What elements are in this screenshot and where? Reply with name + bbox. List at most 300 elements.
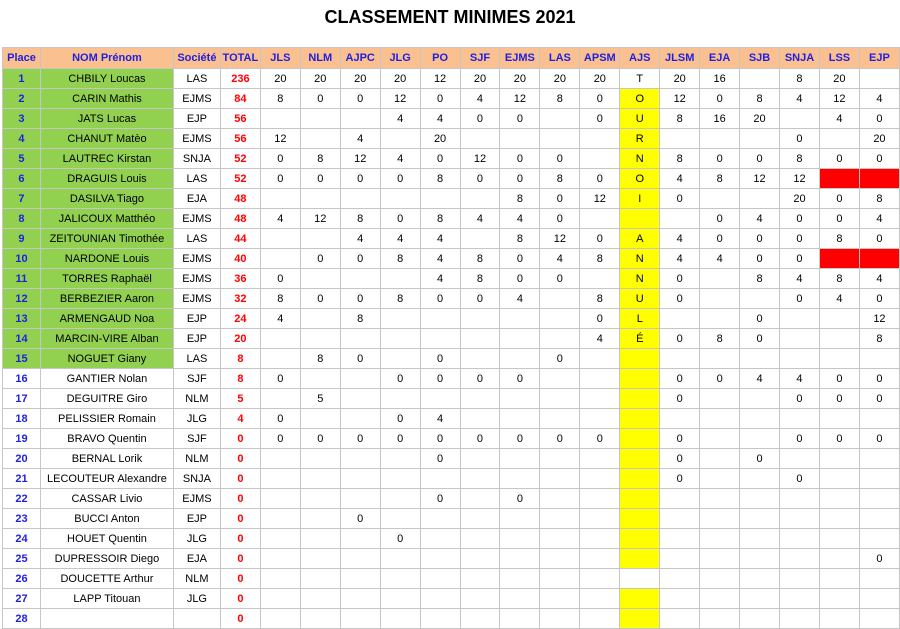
points-cell-ajpc — [340, 589, 380, 609]
points-cell-jlsm — [660, 309, 700, 329]
points-cell-nlm — [300, 529, 340, 549]
points-cell-sjb: 8 — [740, 269, 780, 289]
points-cell-las — [540, 309, 580, 329]
column-header-lss: LSS — [819, 48, 859, 69]
club-cell: EJP — [173, 109, 220, 129]
points-cell-ajs — [620, 509, 660, 529]
club-cell: EJMS — [173, 209, 220, 229]
points-cell-sjf: 0 — [460, 429, 500, 449]
points-cell-nlm: 12 — [300, 209, 340, 229]
points-cell-jlg — [380, 309, 420, 329]
points-cell-snja: 8 — [780, 69, 820, 89]
total-cell: 5 — [220, 389, 260, 409]
points-cell-jlsm — [660, 609, 700, 629]
table-row — [3, 529, 900, 549]
points-cell-ejp — [859, 169, 899, 189]
points-cell-snja: 0 — [780, 209, 820, 229]
points-cell-ejp: 12 — [859, 309, 899, 329]
points-cell-sjb: 8 — [740, 89, 780, 109]
club-cell: SJF — [173, 429, 220, 449]
points-cell-ajs — [620, 409, 660, 429]
place-cell: 6 — [3, 169, 41, 189]
points-cell-eja: 0 — [700, 89, 740, 109]
points-cell-sjf — [460, 569, 500, 589]
points-cell-snja: 0 — [780, 289, 820, 309]
points-cell-las — [540, 569, 580, 589]
points-cell-snja: 4 — [780, 269, 820, 289]
points-cell-eja — [700, 309, 740, 329]
points-cell-ajpc: 20 — [340, 69, 380, 89]
points-cell-sjf: 20 — [460, 69, 500, 89]
place-cell: 25 — [3, 549, 41, 569]
points-cell-sjf: 0 — [460, 109, 500, 129]
points-cell-po — [420, 309, 460, 329]
points-cell-apsm: 0 — [580, 109, 620, 129]
points-cell-ejp: 0 — [859, 229, 899, 249]
total-cell: 0 — [220, 549, 260, 569]
points-cell-ajs: U — [620, 289, 660, 309]
points-cell-apsm — [580, 389, 620, 409]
points-cell-sjf — [460, 589, 500, 609]
points-cell-las — [540, 409, 580, 429]
points-cell-apsm — [580, 509, 620, 529]
points-cell-nlm: 0 — [300, 89, 340, 109]
points-cell-jlsm: 0 — [660, 429, 700, 449]
points-cell-po: 20 — [420, 129, 460, 149]
table-row — [3, 189, 900, 209]
points-cell-ajpc: 4 — [340, 229, 380, 249]
name-cell: CHANUT Matèo — [40, 129, 173, 149]
points-cell-jls — [260, 589, 300, 609]
points-cell-jlg — [380, 129, 420, 149]
total-cell: 20 — [220, 329, 260, 349]
points-cell-eja — [700, 269, 740, 289]
points-cell-po: 8 — [420, 209, 460, 229]
total-cell: 0 — [220, 569, 260, 589]
total-cell: 84 — [220, 89, 260, 109]
points-cell-sjb — [740, 609, 780, 629]
points-cell-jls: 0 — [260, 429, 300, 449]
total-cell: 0 — [220, 529, 260, 549]
place-cell: 3 — [3, 109, 41, 129]
name-cell: JATS Lucas — [40, 109, 173, 129]
club-cell: LAS — [173, 229, 220, 249]
points-cell-ajs — [620, 429, 660, 449]
points-cell-ejp — [859, 489, 899, 509]
club-cell: EJA — [173, 549, 220, 569]
points-cell-apsm — [580, 469, 620, 489]
points-cell-jlg: 12 — [380, 89, 420, 109]
points-cell-apsm: 0 — [580, 229, 620, 249]
points-cell-lss — [819, 489, 859, 509]
points-cell-apsm — [580, 449, 620, 469]
column-header-sjf: SJF — [460, 48, 500, 69]
points-cell-las — [540, 449, 580, 469]
points-cell-jlsm: 0 — [660, 269, 700, 289]
points-cell-jlg — [380, 329, 420, 349]
points-cell-ajs: O — [620, 169, 660, 189]
points-cell-ajpc — [340, 369, 380, 389]
table-row — [3, 409, 900, 429]
points-cell-apsm — [580, 609, 620, 629]
points-cell-snja — [780, 549, 820, 569]
points-cell-eja — [700, 449, 740, 469]
points-cell-ajs — [620, 469, 660, 489]
points-cell-eja — [700, 569, 740, 589]
table-row — [3, 109, 900, 129]
points-cell-snja: 8 — [780, 149, 820, 169]
total-cell: 48 — [220, 189, 260, 209]
points-cell-po — [420, 389, 460, 409]
points-cell-ajs — [620, 529, 660, 549]
points-cell-jls — [260, 329, 300, 349]
points-cell-nlm — [300, 189, 340, 209]
place-cell: 14 — [3, 329, 41, 349]
place-cell: 23 — [3, 509, 41, 529]
club-cell: EJMS — [173, 249, 220, 269]
points-cell-nlm — [300, 469, 340, 489]
points-cell-jlg: 0 — [380, 529, 420, 549]
table-row — [3, 69, 900, 89]
points-cell-sjf — [460, 349, 500, 369]
points-cell-apsm — [580, 209, 620, 229]
name-cell: DRAGUIS Louis — [40, 169, 173, 189]
place-cell: 11 — [3, 269, 41, 289]
points-cell-ejp: 4 — [859, 209, 899, 229]
name-cell: NARDONE Louis — [40, 249, 173, 269]
points-cell-las: 0 — [540, 189, 580, 209]
points-cell-las: 0 — [540, 429, 580, 449]
points-cell-po: 0 — [420, 489, 460, 509]
points-cell-jls — [260, 249, 300, 269]
points-cell-eja — [700, 589, 740, 609]
points-cell-ajs — [620, 209, 660, 229]
points-cell-sjf: 8 — [460, 269, 500, 289]
points-cell-ajs — [620, 389, 660, 409]
points-cell-sjb — [740, 429, 780, 449]
club-cell: LAS — [173, 69, 220, 89]
header-row — [3, 48, 900, 69]
points-cell-jlg — [380, 569, 420, 589]
name-cell: BUCCI Anton — [40, 509, 173, 529]
table-row — [3, 549, 900, 569]
points-cell-sjb: 4 — [740, 369, 780, 389]
points-cell-nlm — [300, 549, 340, 569]
points-cell-ajpc: 0 — [340, 169, 380, 189]
table-row — [3, 429, 900, 449]
points-cell-jlg: 8 — [380, 289, 420, 309]
points-cell-las — [540, 509, 580, 529]
table-row — [3, 89, 900, 109]
points-cell-sjf — [460, 509, 500, 529]
points-cell-lss — [819, 169, 859, 189]
points-cell-jlsm: 12 — [660, 89, 700, 109]
points-cell-snja: 4 — [780, 369, 820, 389]
points-cell-ejms: 0 — [500, 269, 540, 289]
points-cell-sjb — [740, 69, 780, 89]
points-cell-ajpc: 0 — [340, 429, 380, 449]
points-cell-eja — [700, 609, 740, 629]
club-cell: JLG — [173, 409, 220, 429]
points-cell-jls: 0 — [260, 409, 300, 429]
points-cell-jls — [260, 609, 300, 629]
points-cell-jlg — [380, 469, 420, 489]
points-cell-jlg: 4 — [380, 229, 420, 249]
name-cell: GANTIER Nolan — [40, 369, 173, 389]
total-cell: 36 — [220, 269, 260, 289]
points-cell-lss: 0 — [819, 209, 859, 229]
points-cell-nlm: 0 — [300, 169, 340, 189]
total-cell: 0 — [220, 449, 260, 469]
points-cell-po: 0 — [420, 369, 460, 389]
club-cell: EJMS — [173, 289, 220, 309]
points-cell-eja — [700, 469, 740, 489]
points-cell-sjf — [460, 229, 500, 249]
points-cell-eja: 16 — [700, 109, 740, 129]
points-cell-jls — [260, 469, 300, 489]
points-cell-po: 0 — [420, 349, 460, 369]
points-cell-po: 8 — [420, 169, 460, 189]
points-cell-ejms: 0 — [500, 429, 540, 449]
points-cell-jlsm — [660, 129, 700, 149]
points-cell-ajs: T — [620, 69, 660, 89]
points-cell-sjb: 0 — [740, 309, 780, 329]
place-cell: 21 — [3, 469, 41, 489]
points-cell-las: 12 — [540, 229, 580, 249]
total-cell: 0 — [220, 609, 260, 629]
table-row — [3, 489, 900, 509]
points-cell-las — [540, 529, 580, 549]
points-cell-jls: 4 — [260, 209, 300, 229]
points-cell-ajs: O — [620, 89, 660, 109]
points-cell-eja — [700, 289, 740, 309]
points-cell-ajpc — [340, 409, 380, 429]
table-row — [3, 209, 900, 229]
points-cell-apsm: 12 — [580, 189, 620, 209]
points-cell-nlm: 5 — [300, 389, 340, 409]
points-cell-las: 0 — [540, 269, 580, 289]
total-cell: 40 — [220, 249, 260, 269]
table-row — [3, 569, 900, 589]
name-cell: DASILVA Tiago — [40, 189, 173, 209]
points-cell-eja — [700, 189, 740, 209]
club-cell: LAS — [173, 349, 220, 369]
points-cell-jls: 4 — [260, 309, 300, 329]
place-cell: 26 — [3, 569, 41, 589]
points-cell-jlg — [380, 509, 420, 529]
points-cell-jlsm — [660, 589, 700, 609]
points-cell-ejms — [500, 409, 540, 429]
points-cell-snja: 4 — [780, 89, 820, 109]
points-cell-jlg: 20 — [380, 69, 420, 89]
name-cell: CASSAR Livio — [40, 489, 173, 509]
points-cell-snja — [780, 329, 820, 349]
points-cell-sjb: 12 — [740, 169, 780, 189]
table-row — [3, 509, 900, 529]
place-cell: 7 — [3, 189, 41, 209]
points-cell-ejp: 0 — [859, 549, 899, 569]
points-cell-po: 4 — [420, 249, 460, 269]
total-cell: 48 — [220, 209, 260, 229]
points-cell-jlg: 0 — [380, 169, 420, 189]
points-cell-po: 4 — [420, 229, 460, 249]
points-cell-ejp — [859, 409, 899, 429]
points-cell-ajpc — [340, 529, 380, 549]
points-cell-apsm — [580, 569, 620, 589]
points-cell-sjf — [460, 549, 500, 569]
points-cell-snja — [780, 309, 820, 329]
points-cell-lss: 0 — [819, 149, 859, 169]
table-row — [3, 449, 900, 469]
points-cell-jlsm: 4 — [660, 169, 700, 189]
points-cell-ejp: 20 — [859, 129, 899, 149]
column-header-jlsm: JLSM — [660, 48, 700, 69]
points-cell-jlg: 8 — [380, 249, 420, 269]
points-cell-ajpc — [340, 389, 380, 409]
points-cell-las — [540, 489, 580, 509]
points-cell-lss: 4 — [819, 109, 859, 129]
points-cell-ejms — [500, 129, 540, 149]
points-cell-jlsm — [660, 529, 700, 549]
page-title: CLASSEMENT MINIMES 2021 — [324, 7, 576, 27]
name-cell: MARCIN-VIRE Alban — [40, 329, 173, 349]
club-cell: EJMS — [173, 269, 220, 289]
place-cell: 8 — [3, 209, 41, 229]
total-cell: 4 — [220, 409, 260, 429]
club-cell: EJP — [173, 329, 220, 349]
points-cell-ajs: R — [620, 129, 660, 149]
points-cell-eja: 16 — [700, 69, 740, 89]
points-cell-snja: 0 — [780, 429, 820, 449]
points-cell-apsm — [580, 129, 620, 149]
points-cell-ejms: 0 — [500, 169, 540, 189]
column-header-ajs: AJS — [620, 48, 660, 69]
points-cell-po: 0 — [420, 449, 460, 469]
column-header-ejms: EJMS — [500, 48, 540, 69]
points-cell-lss: 0 — [819, 189, 859, 209]
points-cell-ejp — [859, 249, 899, 269]
points-cell-nlm — [300, 109, 340, 129]
points-cell-apsm — [580, 529, 620, 549]
points-cell-ajs — [620, 549, 660, 569]
club-cell: NLM — [173, 389, 220, 409]
points-cell-ajs: N — [620, 249, 660, 269]
table-row — [3, 389, 900, 409]
points-cell-jls: 20 — [260, 69, 300, 89]
points-cell-las: 0 — [540, 209, 580, 229]
points-cell-nlm: 0 — [300, 249, 340, 269]
points-cell-las — [540, 369, 580, 389]
points-cell-ejms: 0 — [500, 369, 540, 389]
points-cell-ajpc: 8 — [340, 209, 380, 229]
points-cell-po: 0 — [420, 89, 460, 109]
points-cell-sjb: 0 — [740, 149, 780, 169]
points-cell-apsm — [580, 549, 620, 569]
points-cell-po — [420, 469, 460, 489]
club-cell: LAS — [173, 169, 220, 189]
points-cell-lss: 0 — [819, 389, 859, 409]
points-cell-jls: 0 — [260, 369, 300, 389]
points-cell-jls — [260, 489, 300, 509]
points-cell-po — [420, 329, 460, 349]
points-cell-ajpc: 0 — [340, 289, 380, 309]
total-cell: 56 — [220, 129, 260, 149]
table-row — [3, 269, 900, 289]
points-cell-jls: 0 — [260, 269, 300, 289]
points-cell-ajs — [620, 489, 660, 509]
table-row — [3, 589, 900, 609]
points-cell-snja: 20 — [780, 189, 820, 209]
points-cell-sjb — [740, 569, 780, 589]
points-cell-las — [540, 129, 580, 149]
points-cell-po — [420, 189, 460, 209]
points-cell-jls — [260, 389, 300, 409]
name-cell: BERBEZIER Aaron — [40, 289, 173, 309]
points-cell-ajs — [620, 349, 660, 369]
table-row — [3, 469, 900, 489]
points-cell-jls: 0 — [260, 169, 300, 189]
points-cell-sjf — [460, 489, 500, 509]
place-cell: 18 — [3, 409, 41, 429]
points-cell-sjf: 8 — [460, 249, 500, 269]
points-cell-jls — [260, 549, 300, 569]
place-cell: 27 — [3, 589, 41, 609]
points-cell-las: 0 — [540, 149, 580, 169]
points-cell-ejp — [859, 509, 899, 529]
points-cell-jlsm: 0 — [660, 469, 700, 489]
points-cell-sjb: 0 — [740, 249, 780, 269]
points-cell-sjb — [740, 409, 780, 429]
place-cell: 28 — [3, 609, 41, 629]
table-row — [3, 249, 900, 269]
points-cell-lss — [819, 129, 859, 149]
points-cell-sjb — [740, 529, 780, 549]
points-cell-sjf — [460, 329, 500, 349]
points-cell-snja — [780, 509, 820, 529]
column-header-apsm: APSM — [580, 48, 620, 69]
points-cell-las — [540, 289, 580, 309]
points-cell-po — [420, 589, 460, 609]
points-cell-ajpc — [340, 549, 380, 569]
total-cell: 8 — [220, 369, 260, 389]
points-cell-lss: 4 — [819, 289, 859, 309]
points-cell-jlg — [380, 489, 420, 509]
total-cell: 0 — [220, 469, 260, 489]
points-cell-ejms — [500, 509, 540, 529]
points-cell-po — [420, 549, 460, 569]
points-cell-snja: 0 — [780, 389, 820, 409]
points-cell-ejp — [859, 449, 899, 469]
points-cell-apsm — [580, 489, 620, 509]
points-cell-sjb — [740, 289, 780, 309]
points-cell-lss: 8 — [819, 269, 859, 289]
points-cell-jls: 8 — [260, 89, 300, 109]
points-cell-ajs: I — [620, 189, 660, 209]
points-cell-eja — [700, 549, 740, 569]
points-cell-jls — [260, 189, 300, 209]
points-cell-po — [420, 609, 460, 629]
points-cell-apsm — [580, 349, 620, 369]
points-cell-ejms: 0 — [500, 149, 540, 169]
points-cell-ejp — [859, 589, 899, 609]
points-cell-lss — [819, 409, 859, 429]
points-cell-ajpc: 8 — [340, 309, 380, 329]
points-cell-ajs: U — [620, 109, 660, 129]
total-cell: 24 — [220, 309, 260, 329]
points-cell-lss: 8 — [819, 229, 859, 249]
points-cell-sjf — [460, 129, 500, 149]
points-cell-po: 0 — [420, 149, 460, 169]
